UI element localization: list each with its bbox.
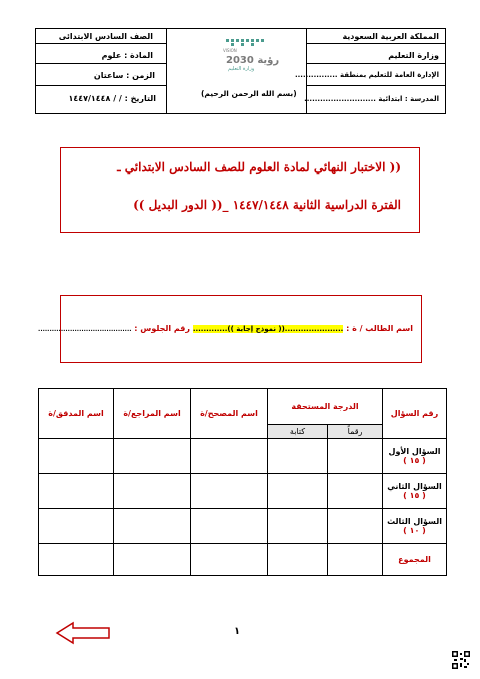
table-row (39, 544, 447, 576)
ministry-label: وزارة التعليم (388, 51, 439, 60)
table-row (39, 474, 447, 509)
auditor-cell[interactable] (39, 509, 114, 544)
seat-number-value: ......................................... (38, 326, 132, 333)
question-1-cell (383, 439, 447, 474)
grade-cell[interactable] (268, 474, 328, 509)
grades-table (38, 388, 447, 576)
grade-cell[interactable] (328, 509, 383, 544)
exam-title-box (60, 147, 420, 233)
in-numbers-header: رقماً (328, 425, 383, 439)
corrector-cell[interactable] (191, 509, 268, 544)
auditor-cell[interactable] (39, 474, 114, 509)
grade-cell[interactable] (268, 509, 328, 544)
auditor-cell[interactable] (39, 544, 114, 576)
grade-cell[interactable] (328, 474, 383, 509)
grade-cell[interactable] (328, 544, 383, 576)
logo-vision-text: VISION (223, 48, 237, 53)
question-2-label: السؤال الثاني (387, 482, 442, 491)
subject-label: المادة : علوم (101, 51, 153, 60)
next-page-arrow-icon (55, 621, 111, 645)
kingdom-label: المملكة العربية السعودية (342, 32, 439, 41)
reviewer-cell[interactable] (114, 439, 191, 474)
question-1-points: ( ١٥ ) (403, 456, 426, 465)
question-2-points: ( ١٥ ) (403, 491, 426, 500)
page-number: ١ (234, 626, 241, 637)
admin-label: الإدارة العامة للتعليم بمنطقة ................ (294, 71, 439, 79)
reviewer-cell[interactable] (114, 474, 191, 509)
header-table (35, 28, 446, 114)
reviewer-header: اسم المراجع/ة (114, 389, 191, 439)
reviewer-cell[interactable] (114, 509, 191, 544)
time-label: الزمن : ساعتان (93, 71, 155, 80)
grade-cell[interactable] (268, 544, 328, 576)
vision-2030-logo (222, 37, 280, 72)
corrector-cell[interactable] (191, 544, 268, 576)
total-label: المجموع (383, 544, 447, 576)
question-3-label: السؤال الثالث (387, 517, 442, 526)
student-name-label: اسم الطالب / ة (352, 324, 413, 333)
grade-cell[interactable] (328, 439, 383, 474)
table-row (39, 509, 447, 544)
date-label: التاريخ : / / ١٤٤٧/١٤٤٨ (68, 94, 156, 103)
corrector-cell[interactable] (191, 474, 268, 509)
student-colon: : (346, 324, 350, 333)
grade-label: الصف السادس الابتدائى (58, 32, 153, 41)
exam-title-line2: الفترة الدراسية الثانية ١٤٤٧/١٤٤٨ _(( الدور البديل )) (133, 198, 401, 212)
auditor-cell[interactable] (39, 439, 114, 474)
corrector-cell[interactable] (191, 439, 268, 474)
question-1-label: السؤال الأول (388, 447, 441, 456)
basmala: (بسم الله الرحمن الرحيم) (201, 89, 297, 98)
reviewer-cell[interactable] (114, 544, 191, 576)
logo-ministry-text: وزارة التعليم (228, 66, 255, 72)
answer-key-note: ......................(( نموذج إجابة ))............. (192, 325, 344, 333)
grade-due-header: الدرجة المستحقة (268, 389, 383, 425)
table-row (39, 439, 447, 474)
logo-2030-text: رؤية 2030 (226, 55, 280, 66)
student-info-box (38, 295, 422, 363)
student-info-line (38, 324, 413, 333)
corrector-header: اسم المصحح/ة (191, 389, 268, 439)
in-words-header: كتابة (268, 425, 328, 439)
exam-title-line1: (( الاختبار النهائي لمادة العلوم للصف السادس الابتدائي ـ (117, 160, 401, 174)
question-2-cell (383, 474, 447, 509)
grade-cell[interactable] (268, 439, 328, 474)
auditor-header: اسم المدقق/ة (39, 389, 114, 439)
seat-number-label: رقم الجلوس : (134, 324, 191, 333)
question-3-cell (383, 509, 447, 544)
question-3-points: ( ١٠ ) (403, 526, 426, 535)
qr-code-icon (452, 651, 470, 669)
school-label: المدرسة : ابتدائية ........................... (304, 95, 439, 103)
question-number-header: رقم السؤال (383, 389, 447, 439)
